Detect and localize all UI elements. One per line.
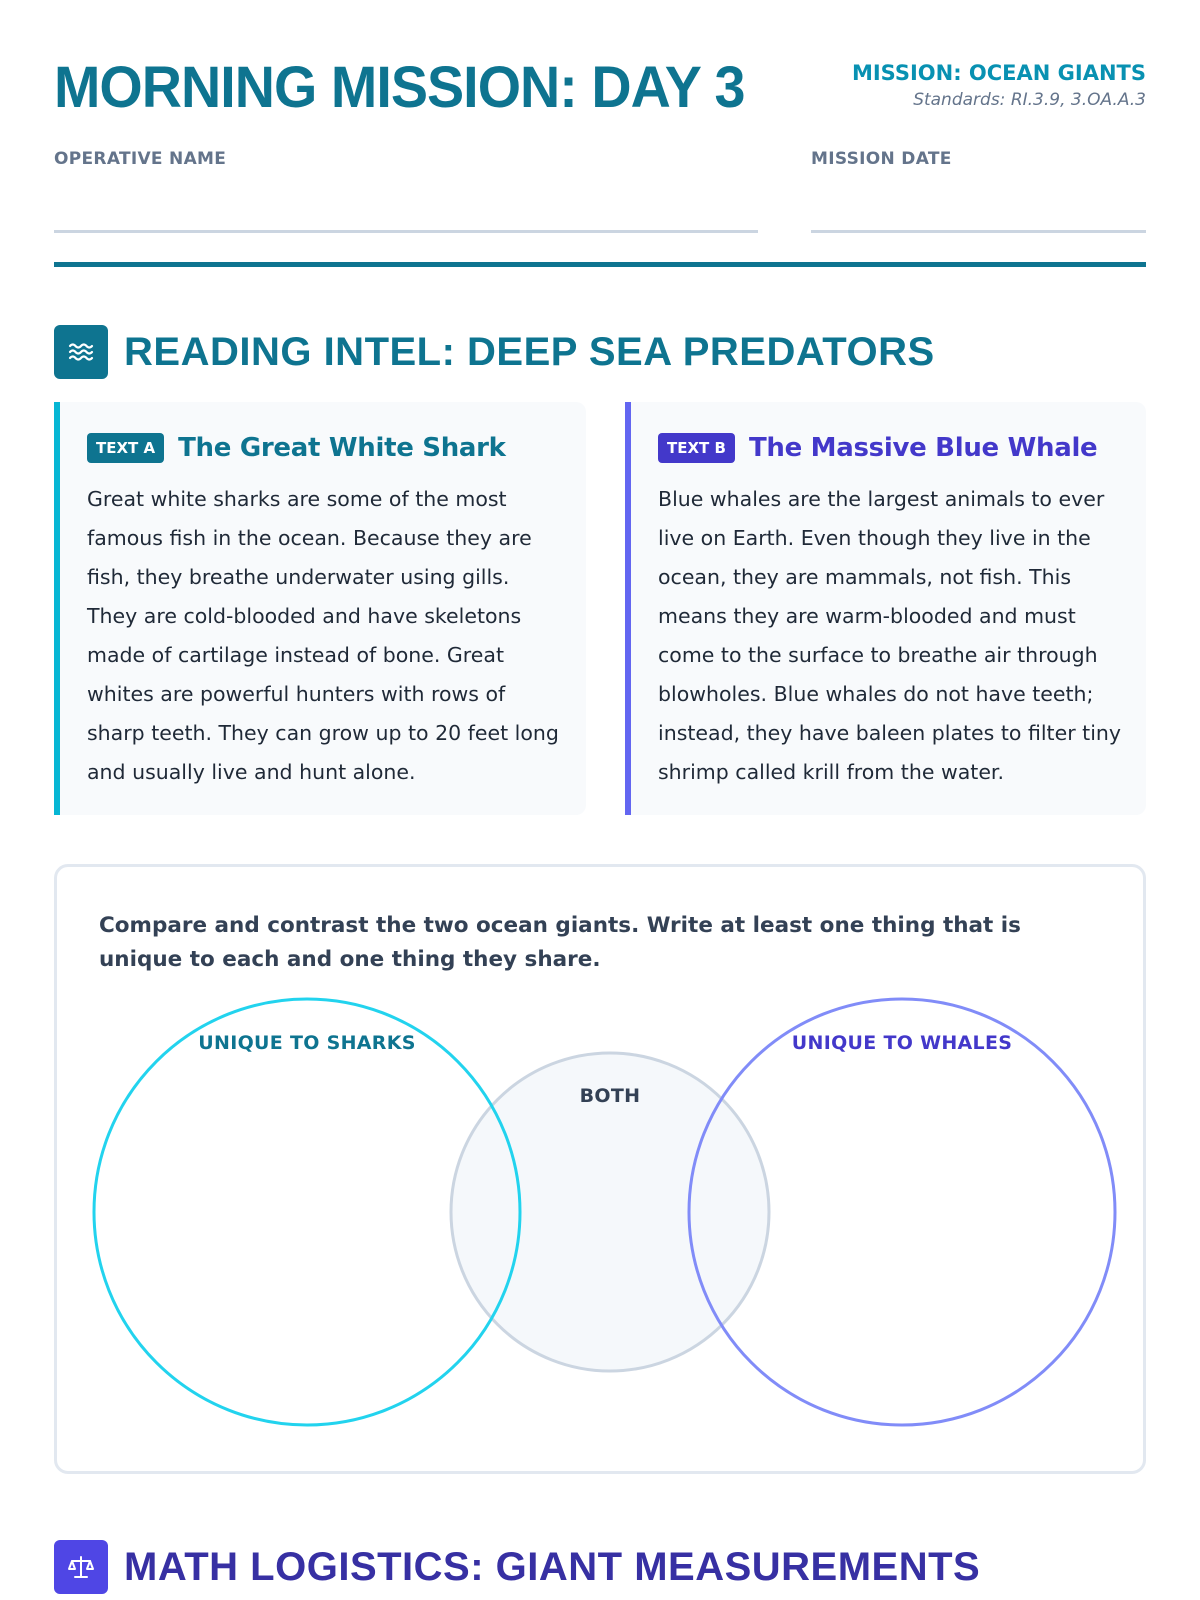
- page-title: MORNING MISSION: DAY 3: [54, 55, 745, 120]
- text-a-body: Great white sharks are some of the most famous fish in the ocean. Because they are fish, they breathe underwater using gills. They are cold-blooded and have skeletons made of cartilage instead of bone. Great whites are powerful hunters with rows of sharp teeth. They can grow up to 20 feet long and usually live and hunt alone.: [87, 487, 559, 784]
- venn-label-sharks: UNIQUE TO SHARKS: [198, 1032, 416, 1054]
- venn-label-whales: UNIQUE TO WHALES: [791, 1032, 1013, 1054]
- text-b-body: Blue whales are the largest animals to ever live on Earth. Even though they live in the ocean, they are mammals, not fish. This means they are warm-blooded and must come to the surface to breathe air through blowholes. Blue whales do not have teeth; instead, they have baleen plates to filter tiny shrimp called krill from the water.: [658, 487, 1122, 784]
- mission-date-field[interactable]: [811, 230, 1146, 233]
- worksheet-header: [54, 55, 1146, 120]
- text-b-tag: TEXT B: [658, 433, 735, 463]
- mission-info: [852, 60, 1146, 112]
- reading-section-title: READING INTEL: DEEP SEA PREDATORS: [124, 330, 935, 374]
- mission-name: MISSION: OCEAN GIANTS: [851, 61, 1146, 85]
- venn-label-both: BOTH: [579, 1085, 641, 1107]
- mission-date-label: MISSION DATE: [811, 149, 952, 169]
- text-b-title: The Massive Blue Whale: [748, 433, 1098, 463]
- waves-icon: [54, 325, 108, 379]
- text-b-card: [625, 402, 1146, 815]
- text-a-card: [54, 402, 586, 815]
- operative-name-field[interactable]: [54, 230, 758, 233]
- text-a-title: The Great White Shark: [178, 433, 506, 463]
- standards-text: Standards: RI.3.9, 3.OA.A.3: [913, 90, 1146, 110]
- venn-prompt: Compare and contrast the two ocean giants. Write at least one thing that is unique to each and one thing they share.: [99, 913, 1021, 972]
- operative-name-label: OPERATIVE NAME: [54, 149, 227, 169]
- math-section-title: MATH LOGISTICS: GIANT MEASUREMENTS: [124, 1545, 981, 1589]
- venn-diagram-box: [54, 864, 1146, 1474]
- text-a-tag: TEXT A: [87, 433, 164, 463]
- math-section-heading: [54, 1540, 980, 1594]
- header-divider: [54, 262, 1146, 267]
- reading-section-heading: [54, 325, 935, 379]
- scale-icon: [54, 1540, 108, 1594]
- venn-diagram: [57, 867, 1149, 1477]
